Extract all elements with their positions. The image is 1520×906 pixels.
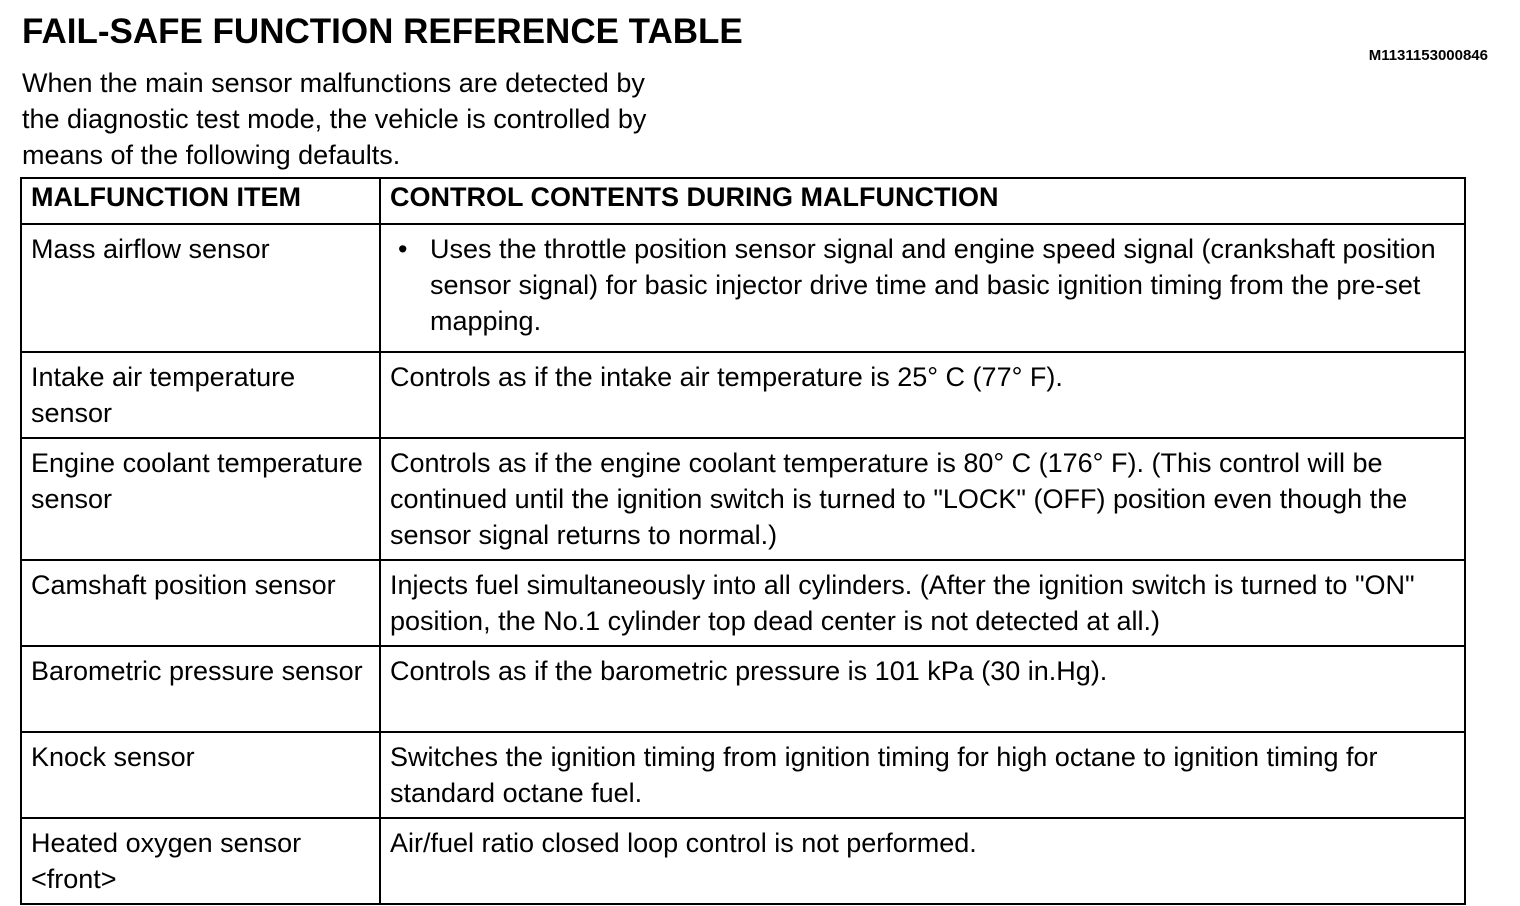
malfunction-item-cell: Heated oxygen sensor <front> [21, 818, 380, 904]
control-contents-cell: Controls as if the intake air temperature is 25° C (77° F). [380, 352, 1465, 438]
intro-line: means of the following defaults. [22, 140, 401, 170]
table-row [21, 352, 1465, 438]
control-contents-cell: Air/fuel ratio closed loop control is not performed. [380, 818, 1465, 904]
table-header-row [21, 178, 1465, 224]
malfunction-item-cell: Barometric pressure sensor [21, 646, 380, 732]
header-control-contents: CONTROL CONTENTS DURING MALFUNCTION [380, 178, 1465, 224]
fail-safe-table [20, 177, 1466, 905]
control-contents-cell: Controls as if the engine coolant temperature is 80° C (176° F). (This control will be continued until the ignition switch is turned to "LOCK" (OFF) position even though the sensor signal returns to normal.) [380, 438, 1465, 560]
document-code: M1131153000846 [1368, 47, 1488, 64]
malfunction-item-cell: Mass airflow sensor [21, 224, 380, 352]
header-malfunction-item: MALFUNCTION ITEM [21, 178, 380, 224]
malfunction-item-cell: Camshaft position sensor [21, 560, 380, 646]
page-title: FAIL-SAFE FUNCTION REFERENCE TABLE [22, 12, 743, 51]
control-contents-cell: Controls as if the barometric pressure is 101 kPa (30 in.Hg). [380, 646, 1465, 732]
table-row [21, 560, 1465, 646]
control-contents-cell [380, 224, 1465, 352]
bullet-icon: • [398, 234, 408, 264]
malfunction-item-cell: Knock sensor [21, 732, 380, 818]
table-row [21, 732, 1465, 818]
bullet-text: Uses the throttle position sensor signal and engine speed signal (crankshaft position sensor signal) for basic injector drive time and basic ignition timing from the pre-set mapping. [430, 234, 1436, 336]
table-row [21, 646, 1465, 732]
table-row [21, 438, 1465, 560]
control-contents-cell: Injects fuel simultaneously into all cylinders. (After the ignition switch is turned to "ON" position, the No.1 cylinder top dead center is not detected at all.) [380, 560, 1465, 646]
intro-paragraph [22, 65, 762, 173]
table-row [21, 224, 1465, 352]
intro-line: the diagnostic test mode, the vehicle is controlled by [22, 104, 647, 134]
malfunction-item-cell: Intake air temperature sensor [21, 352, 380, 438]
control-contents-cell: Switches the ignition timing from ignition timing for high octane to ignition timing for standard octane fuel. [380, 732, 1465, 818]
bullet-item [390, 231, 1456, 339]
table-row [21, 818, 1465, 904]
malfunction-item-cell: Engine coolant temperature sensor [21, 438, 380, 560]
intro-line: When the main sensor malfunctions are detected by [22, 68, 645, 98]
